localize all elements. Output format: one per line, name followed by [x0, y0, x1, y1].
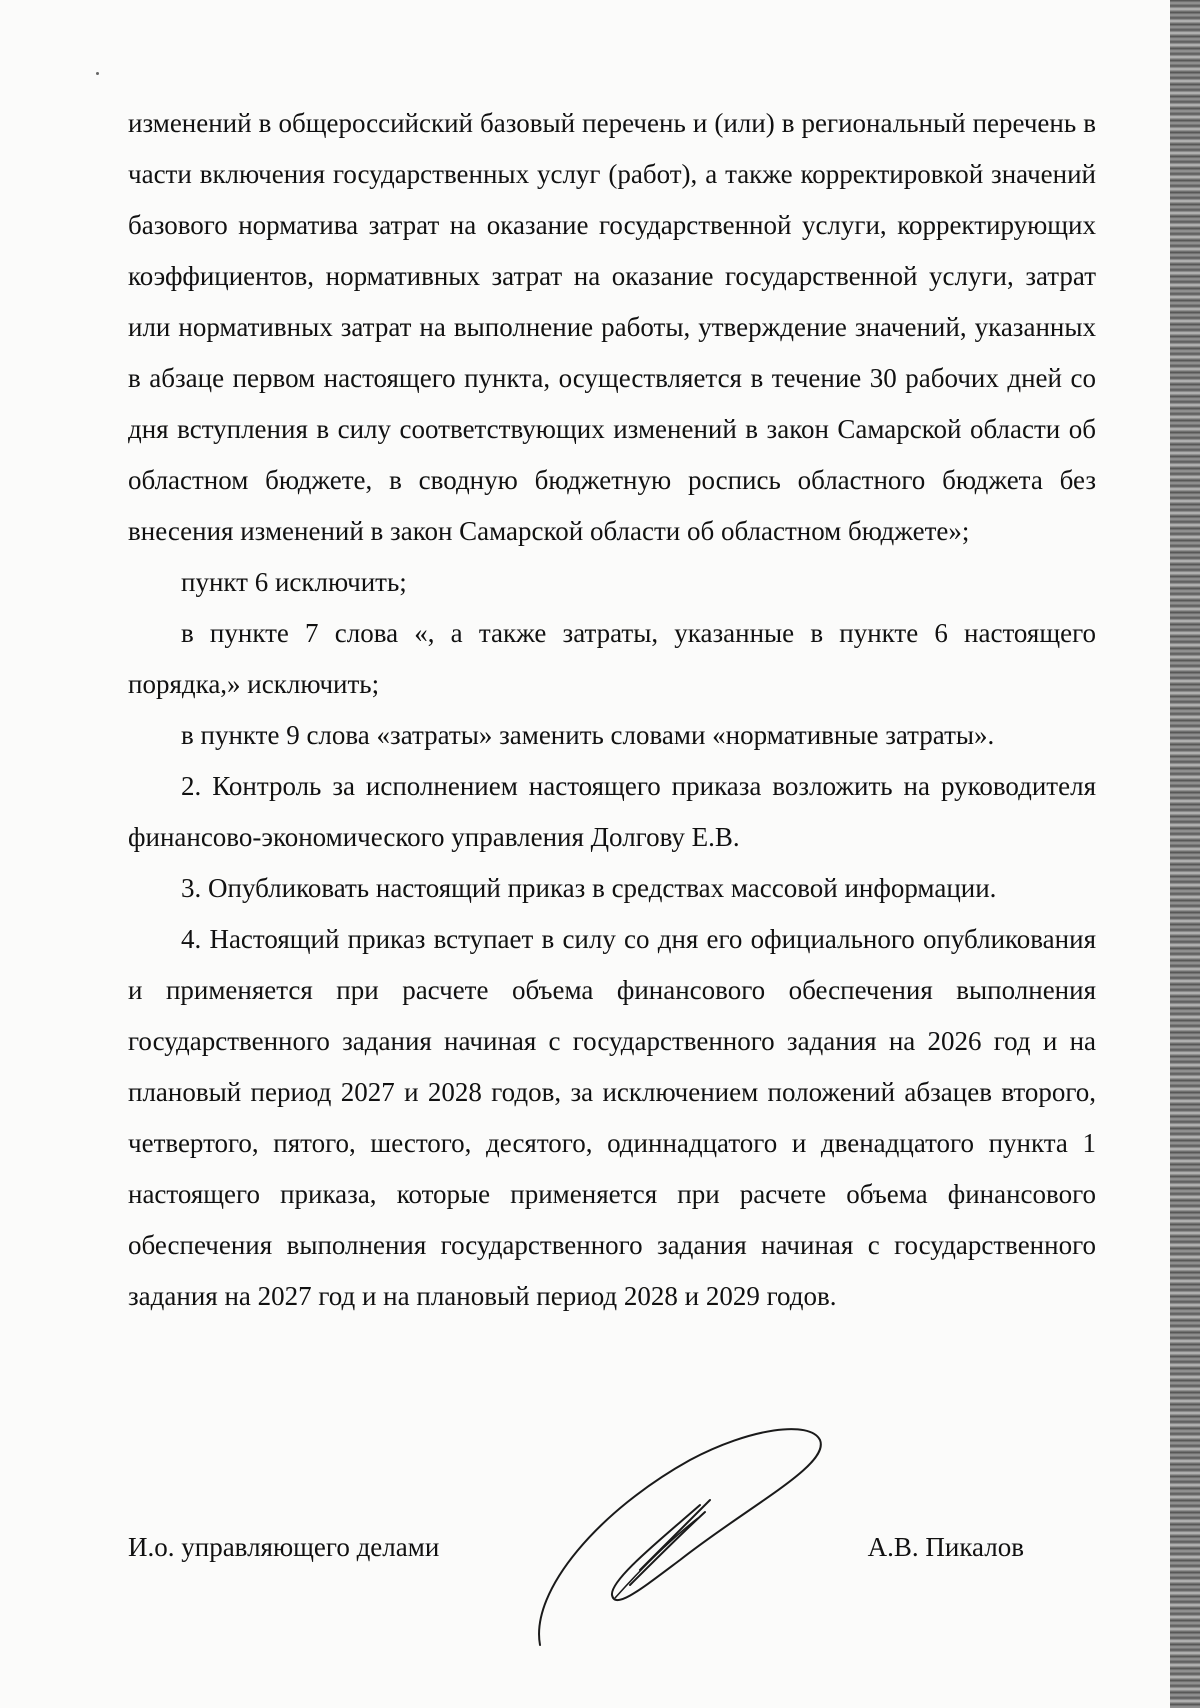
- paragraph-continuation: изменений в общероссийский базовый перечень и (или) в региональный перечень в части включения государственных услуг (работ), а также корректировкой значений базового норматива затрат на оказание государственной услуги, корректирующих коэффициентов, нормативных затрат на оказание государственной услуги, затрат или нормативных затрат на выполнение работы, утверждение значений, указанных в абзаце первом настоящего пункта, осуществляется в течение 30 рабочих дней со дня вступления в силу соответствующих изменений в закон Самарской области об областном бюджете, в сводную бюджетную роспись областного бюджета без внесения изменений в закон Самарской области об областном бюджете»;: [128, 108, 1096, 546]
- scan-edge: [1170, 0, 1200, 1708]
- paragraph-4: 4. Настоящий приказ вступает в силу со дня его официального опубликования и применяется при расчете объема финансового обеспечения выполнения государственного задания начиная с государственного задания на 2026 год и на плановый период 2027 и 2028 годов, за исключением положений абзацев второго, четвертого, пятого, шестого, десятого, одиннадцатого и двенадцатого пункта 1 настоящего приказа, которые применяется при расчете объема финансового обеспечения выполнения государственного задания начиная с государственного задания на 2027 год и на плановый период 2028 и 2029 годов.: [128, 924, 1096, 1311]
- document-body: [128, 98, 1096, 1322]
- paragraph-3: 3. Опубликовать настоящий приказ в средствах массовой информации.: [181, 873, 997, 903]
- signatory-position: И.о. управляющего делами: [128, 1532, 440, 1562]
- paragraph-2: 2. Контроль за исполнением настоящего приказа возложить на руководителя финансово-экономического управления Долгову Е.В.: [128, 771, 1096, 852]
- scan-speck: [96, 72, 99, 75]
- signature-row: [128, 1532, 1024, 1572]
- signatory-name: А.В. Пикалов: [867, 1532, 1024, 1562]
- paragraph-item-7: в пункте 7 слова «, а также затраты, указанные в пункте 6 настоящего порядка,» исключить;: [128, 618, 1096, 699]
- paragraph-item-9: в пункте 9 слова «затраты» заменить словами «нормативные затраты».: [181, 720, 995, 750]
- paragraph-item-6: пункт 6 исключить;: [181, 567, 407, 597]
